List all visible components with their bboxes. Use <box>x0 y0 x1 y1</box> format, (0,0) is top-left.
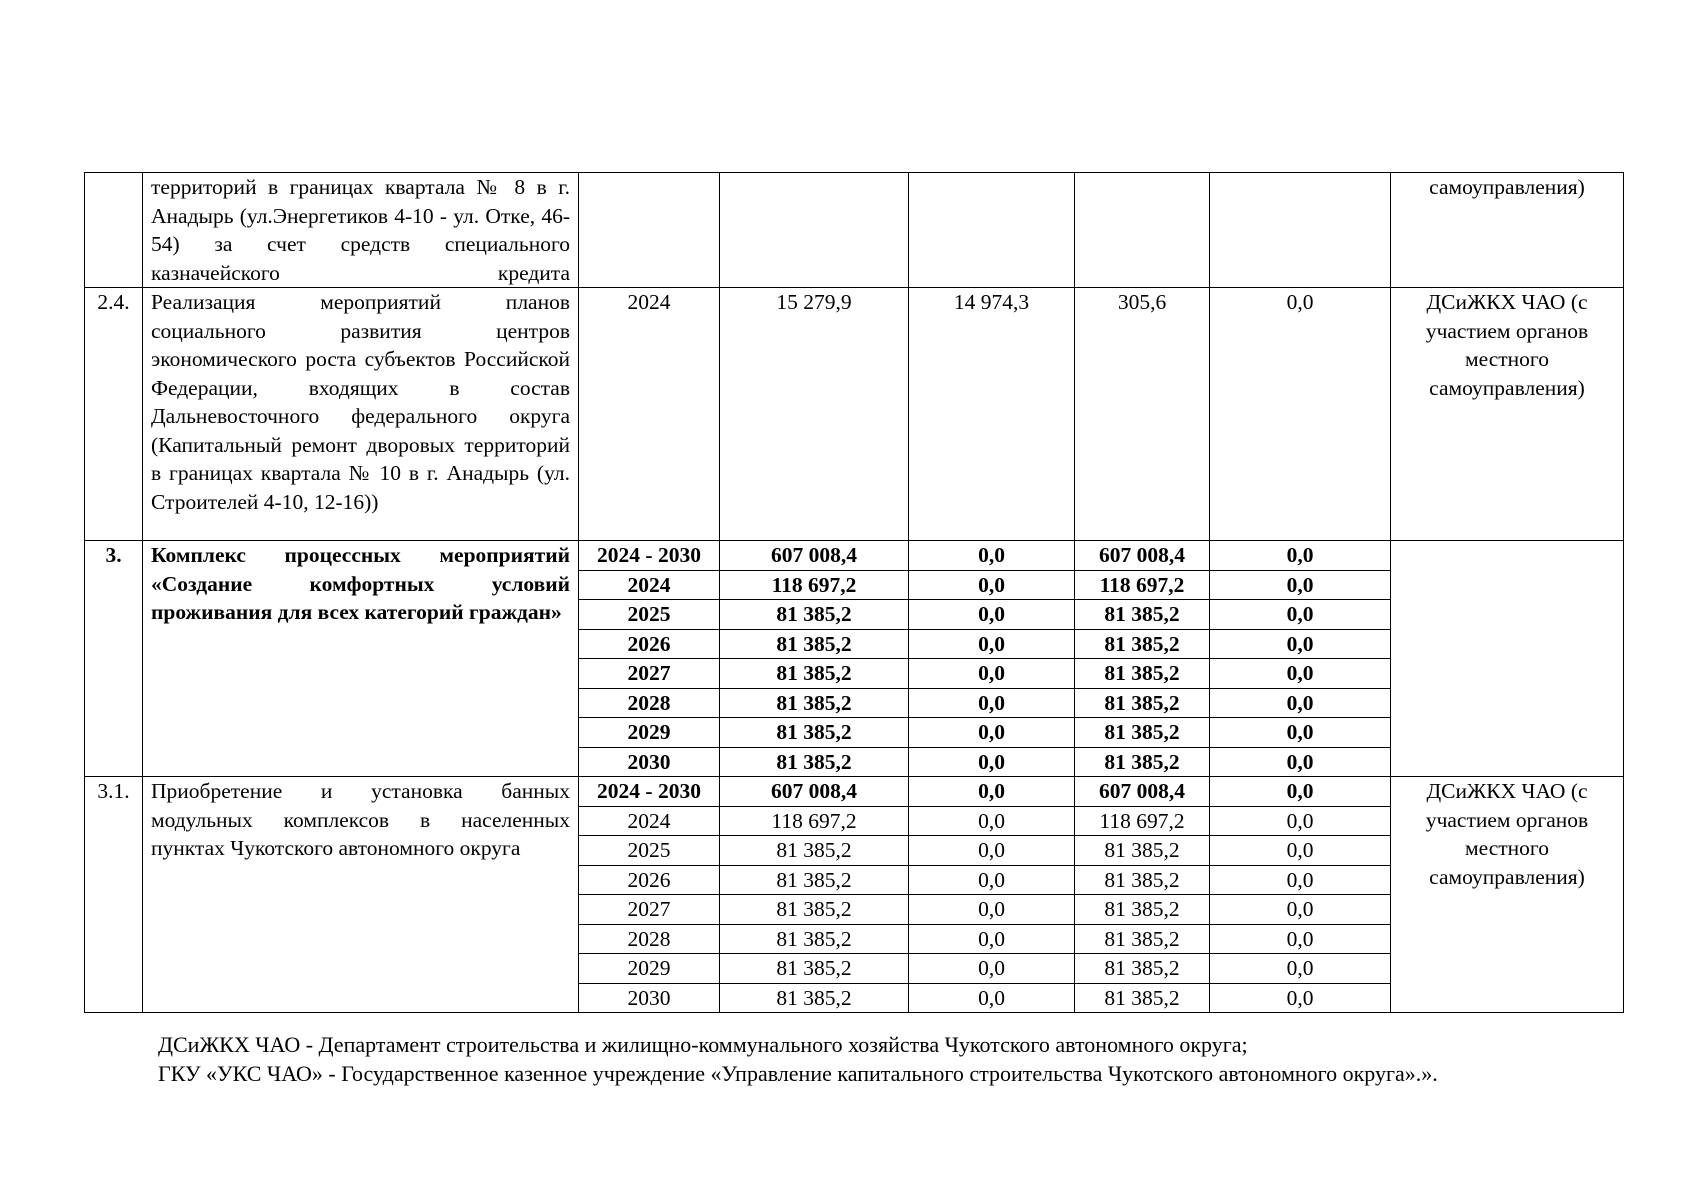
period-cell: 2026 <box>579 865 720 895</box>
period-cell: 2027 <box>579 895 720 925</box>
activity-name: Реализация мероприятий планов социального развития центров экономического роста субъектов Российской Федерации, входящих в состав Дальневосточного федерального округа (Капитальный ремонт дворовых территорий в границах квартала № 10 в г. Анадырь (ул. Строителей 4-10, 12-16)) <box>143 288 579 541</box>
federal-cell: 0,0 <box>909 600 1075 630</box>
total-cell: 81 385,2 <box>720 629 909 659</box>
federal-cell: 0,0 <box>909 983 1075 1013</box>
local-cell: 0,0 <box>1210 895 1391 925</box>
note-line: ГКУ «УКС ЧАО» - Государственное казенное учреждение «Управление капитального строительства Чукотского автономного округа».». <box>158 1061 1438 1086</box>
total-cell: 81 385,2 <box>720 718 909 748</box>
table-body <box>85 173 1624 1013</box>
total-cell: 607 008,4 <box>720 777 909 807</box>
local-cell: 0,0 <box>1210 924 1391 954</box>
period-cell: 2029 <box>579 718 720 748</box>
total-cell: 81 385,2 <box>720 688 909 718</box>
period-cell <box>579 173 720 288</box>
federal-cell: 14 974,3 <box>909 288 1075 541</box>
responsible-cell: ДСиЖКХ ЧАО (с участием органов местного самоуправления) <box>1391 777 1624 1013</box>
total-cell: 81 385,2 <box>720 895 909 925</box>
period-cell: 2025 <box>579 836 720 866</box>
total-cell: 81 385,2 <box>720 836 909 866</box>
total-cell: 81 385,2 <box>720 600 909 630</box>
local-cell: 0,0 <box>1210 629 1391 659</box>
regional-cell: 81 385,2 <box>1075 659 1210 689</box>
local-cell: 0,0 <box>1210 983 1391 1013</box>
period-cell: 2028 <box>579 688 720 718</box>
total-cell: 118 697,2 <box>720 806 909 836</box>
total-cell: 81 385,2 <box>720 924 909 954</box>
period-cell: 2027 <box>579 659 720 689</box>
regional-cell: 305,6 <box>1075 288 1210 541</box>
period-cell: 2025 <box>579 600 720 630</box>
note-line: ДСиЖКХ ЧАО - Департамент строительства и жилищно-коммунального хозяйства Чукотского автономного округа; <box>158 1032 1248 1057</box>
federal-cell: 0,0 <box>909 806 1075 836</box>
row-number: 2.4. <box>85 288 143 541</box>
regional-cell: 81 385,2 <box>1075 954 1210 984</box>
abbreviations-notes <box>158 1030 1438 1088</box>
period-cell: 2024 - 2030 <box>579 777 720 807</box>
regional-cell: 81 385,2 <box>1075 747 1210 777</box>
table-row <box>85 541 1624 571</box>
period-cell: 2024 <box>579 570 720 600</box>
total-cell: 81 385,2 <box>720 865 909 895</box>
row-number: 3. <box>85 541 143 777</box>
total-cell: 607 008,4 <box>720 541 909 571</box>
federal-cell: 0,0 <box>909 718 1075 748</box>
regional-cell: 118 697,2 <box>1075 570 1210 600</box>
period-cell: 2029 <box>579 954 720 984</box>
federal-cell: 0,0 <box>909 954 1075 984</box>
local-cell: 0,0 <box>1210 541 1391 571</box>
row-number: 3.1. <box>85 777 143 1013</box>
activity-name: территорий в границах квартала № 8 в г. Анадырь (ул.Энергетиков 4-10 - ул. Отке, 46-54) за счет средств специального казначейского кредита <box>143 173 579 288</box>
responsible-cell <box>1391 541 1624 777</box>
total-cell: 118 697,2 <box>720 570 909 600</box>
regional-cell: 81 385,2 <box>1075 600 1210 630</box>
federal-cell: 0,0 <box>909 570 1075 600</box>
regional-cell: 81 385,2 <box>1075 718 1210 748</box>
federal-cell: 0,0 <box>909 895 1075 925</box>
federal-cell: 0,0 <box>909 836 1075 866</box>
regional-cell: 81 385,2 <box>1075 983 1210 1013</box>
federal-cell <box>909 173 1075 288</box>
total-cell <box>720 173 909 288</box>
local-cell: 0,0 <box>1210 288 1391 541</box>
federal-cell: 0,0 <box>909 865 1075 895</box>
regional-cell: 81 385,2 <box>1075 629 1210 659</box>
regional-cell: 81 385,2 <box>1075 924 1210 954</box>
local-cell: 0,0 <box>1210 747 1391 777</box>
period-cell: 2024 <box>579 288 720 541</box>
period-cell: 2030 <box>579 747 720 777</box>
federal-cell: 0,0 <box>909 659 1075 689</box>
local-cell: 0,0 <box>1210 718 1391 748</box>
local-cell: 0,0 <box>1210 865 1391 895</box>
activity-name: Комплекс процессных мероприятий «Создание комфортных условий проживания для всех категорий граждан» <box>143 541 579 777</box>
total-cell: 81 385,2 <box>720 983 909 1013</box>
period-cell: 2026 <box>579 629 720 659</box>
total-cell: 81 385,2 <box>720 659 909 689</box>
total-cell: 15 279,9 <box>720 288 909 541</box>
regional-cell <box>1075 173 1210 288</box>
federal-cell: 0,0 <box>909 924 1075 954</box>
federal-cell: 0,0 <box>909 747 1075 777</box>
local-cell: 0,0 <box>1210 777 1391 807</box>
period-cell: 2030 <box>579 983 720 1013</box>
federal-cell: 0,0 <box>909 629 1075 659</box>
local-cell: 0,0 <box>1210 836 1391 866</box>
local-cell: 0,0 <box>1210 570 1391 600</box>
regional-cell: 607 008,4 <box>1075 777 1210 807</box>
responsible-cell: самоуправления) <box>1391 173 1624 288</box>
regional-cell: 81 385,2 <box>1075 865 1210 895</box>
local-cell: 0,0 <box>1210 806 1391 836</box>
federal-cell: 0,0 <box>909 777 1075 807</box>
table-row <box>85 288 1624 541</box>
regional-cell: 118 697,2 <box>1075 806 1210 836</box>
federal-cell: 0,0 <box>909 688 1075 718</box>
period-cell: 2024 <box>579 806 720 836</box>
activity-name: Приобретение и установка банных модульных комплексов в населенных пунктах Чукотского автономного округа <box>143 777 579 1013</box>
local-cell: 0,0 <box>1210 600 1391 630</box>
total-cell: 81 385,2 <box>720 747 909 777</box>
total-cell: 81 385,2 <box>720 954 909 984</box>
regional-cell: 81 385,2 <box>1075 895 1210 925</box>
period-cell: 2028 <box>579 924 720 954</box>
table-row <box>85 173 1624 288</box>
table-row <box>85 777 1624 807</box>
row-number <box>85 173 143 288</box>
federal-cell: 0,0 <box>909 541 1075 571</box>
local-cell: 0,0 <box>1210 954 1391 984</box>
program-table <box>84 172 1624 1013</box>
local-cell <box>1210 173 1391 288</box>
regional-cell: 81 385,2 <box>1075 688 1210 718</box>
local-cell: 0,0 <box>1210 659 1391 689</box>
period-cell: 2024 - 2030 <box>579 541 720 571</box>
local-cell: 0,0 <box>1210 688 1391 718</box>
regional-cell: 607 008,4 <box>1075 541 1210 571</box>
responsible-cell: ДСиЖКХ ЧАО (с участием органов местного самоуправления) <box>1391 288 1624 541</box>
regional-cell: 81 385,2 <box>1075 836 1210 866</box>
